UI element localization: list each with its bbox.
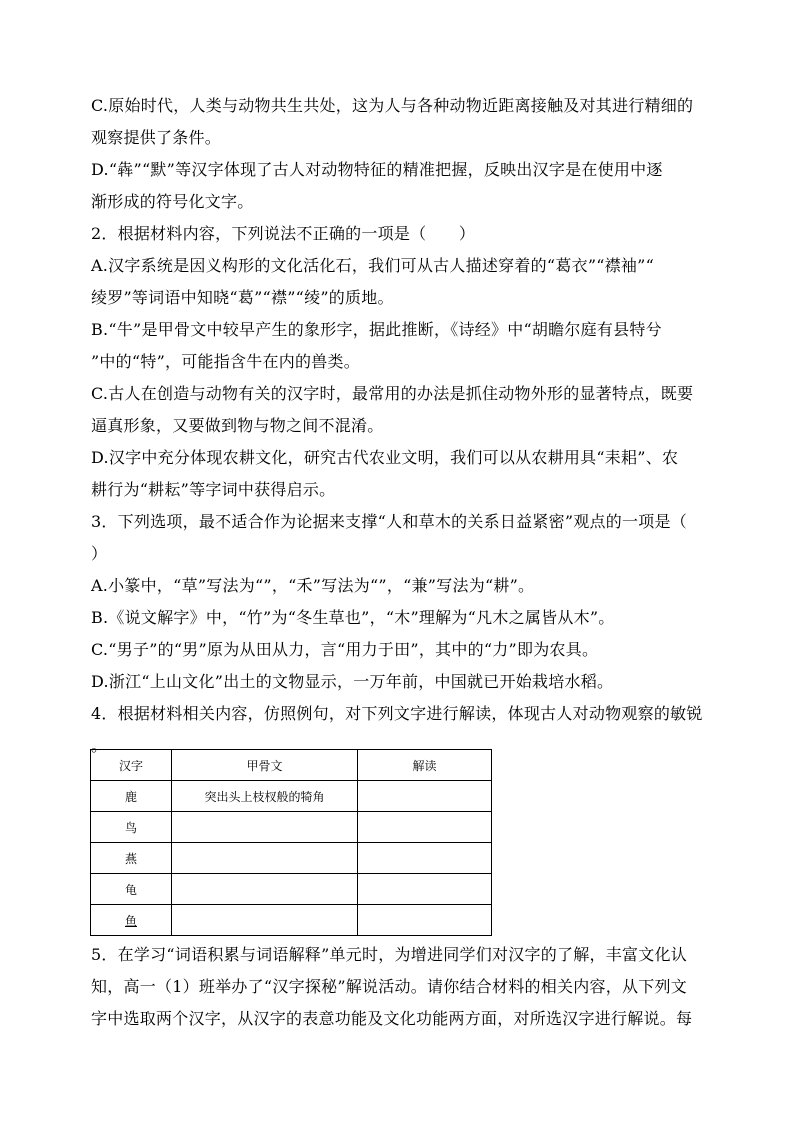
q2-option-b-line-1: B.“牛”是甲骨文中较早产生的象形字，据此推断，《诗经》中“胡瞻尔庭有县特兮 (91, 320, 662, 339)
question-3-stem-line-1: 3．下列选项，最不适合作为论据来支撑“人和草木的关系日益紧密”观点的一项是（ (91, 512, 688, 531)
question-4-stem-line-2: 。 (91, 736, 108, 755)
table-cell: 鱼 (91, 905, 172, 936)
q2-option-a-line-1: A.汉字系统是因义构形的文化活化石，我们可从古人描述穿着的“葛衣”“襟袖”“ (91, 256, 655, 275)
table-header: 甲骨文 (172, 750, 358, 781)
question-5-line-3: 字中选取两个汉字，从汉字的表意功能及文化功能两方面，对所选汉字进行解说。每 (91, 1009, 693, 1028)
question-5-line-1: 5．在学习“词语积累与词语解释”单元时，为增进同学们对汉字的了解，丰富文化认 (91, 945, 688, 964)
table-cell: 鹿 (91, 781, 172, 812)
table-cell: 燕 (91, 843, 172, 874)
table-cell (172, 905, 358, 936)
q3-option-b: B.《说文解字》中，“竹”为“冬生草也”，“木”理解为“凡木之属皆从木”。 (91, 608, 615, 627)
q2-option-d-line-1: D.汉字中充分体现农耕文化，研究古代农业文明，我们可以从农耕用具“耒耜”、农 (91, 448, 679, 467)
table-header: 解读 (358, 750, 492, 781)
table-header-row (91, 750, 492, 781)
q3-option-a: A.小篆中，“草”写法为“”，“禾”写法为“”，“兼”写法为“耕”。 (91, 576, 535, 595)
question-3-stem-line-2: ） (91, 544, 108, 563)
table-row (91, 874, 492, 905)
q3-option-d: D.浙江“上山文化”出土的文物显示，一万年前，中国就已开始栽培水稻。 (91, 672, 614, 691)
table-cell (358, 781, 492, 812)
table-cell: 突出头上枝杈般的犄角 (172, 781, 358, 812)
q2-option-d-line-2: 耕行为“耕耘”等字词中获得启示。 (91, 480, 336, 499)
question-4-stem-line-1: 4．根据材料相关内容，仿照例句，对下列文字进行解读，体现古人对动物观察的敏锐 (91, 704, 703, 723)
table-row (91, 905, 492, 936)
table-cell (358, 905, 492, 936)
table-cell (358, 812, 492, 843)
q2-option-a-line-2: 绫罗”等词语中知晓“葛”“襟”“绫”的质地。 (91, 288, 394, 307)
question-2-stem: 2．根据材料内容，下列说法不正确的一项是（ ） (91, 224, 476, 243)
option-d-line-2: 渐形成的符号化文字。 (91, 192, 254, 211)
table-cell (172, 843, 358, 874)
question-5-line-2: 知，高一（1）班举办了“汉字探秘”解说活动。请你结合材料的相关内容，从下列文 (91, 977, 688, 996)
table-cell (358, 843, 492, 874)
table-cell (172, 874, 358, 905)
option-c-line-1: C.原始时代，人类与动物共生共处，这为人与各种动物近距离接触及对其进行精细的 (91, 96, 694, 115)
table-cell (358, 874, 492, 905)
table-row (91, 843, 492, 874)
option-d-line-1: D.“犇”“默”等汉字体现了古人对动物特征的精准把握，反映出汉字是在使用中逐 (91, 160, 663, 179)
q3-option-c: C.“男子”的“男”原为从田从力，言“用力于田”，其中的“力”即为农具。 (91, 640, 599, 659)
table-header: 汉字 (91, 750, 172, 781)
table-row (91, 812, 492, 843)
q2-option-b-line-2: ”中的“特”，可能指含牛在内的兽类。 (91, 352, 361, 371)
table-row (91, 781, 492, 812)
table-cell (172, 812, 358, 843)
q2-option-c-line-2: 逼真形象，又要做到物与物之间不混淆。 (91, 416, 384, 435)
table-cell: 鸟 (91, 812, 172, 843)
option-c-line-2: 观察提供了条件。 (91, 128, 222, 147)
table-cell: 龟 (91, 874, 172, 905)
q2-option-c-line-1: C.古人在创造与动物有关的汉字时，最常用的办法是抓住动物外形的显著特点，既要 (91, 384, 694, 403)
interpretation-table (90, 749, 492, 936)
